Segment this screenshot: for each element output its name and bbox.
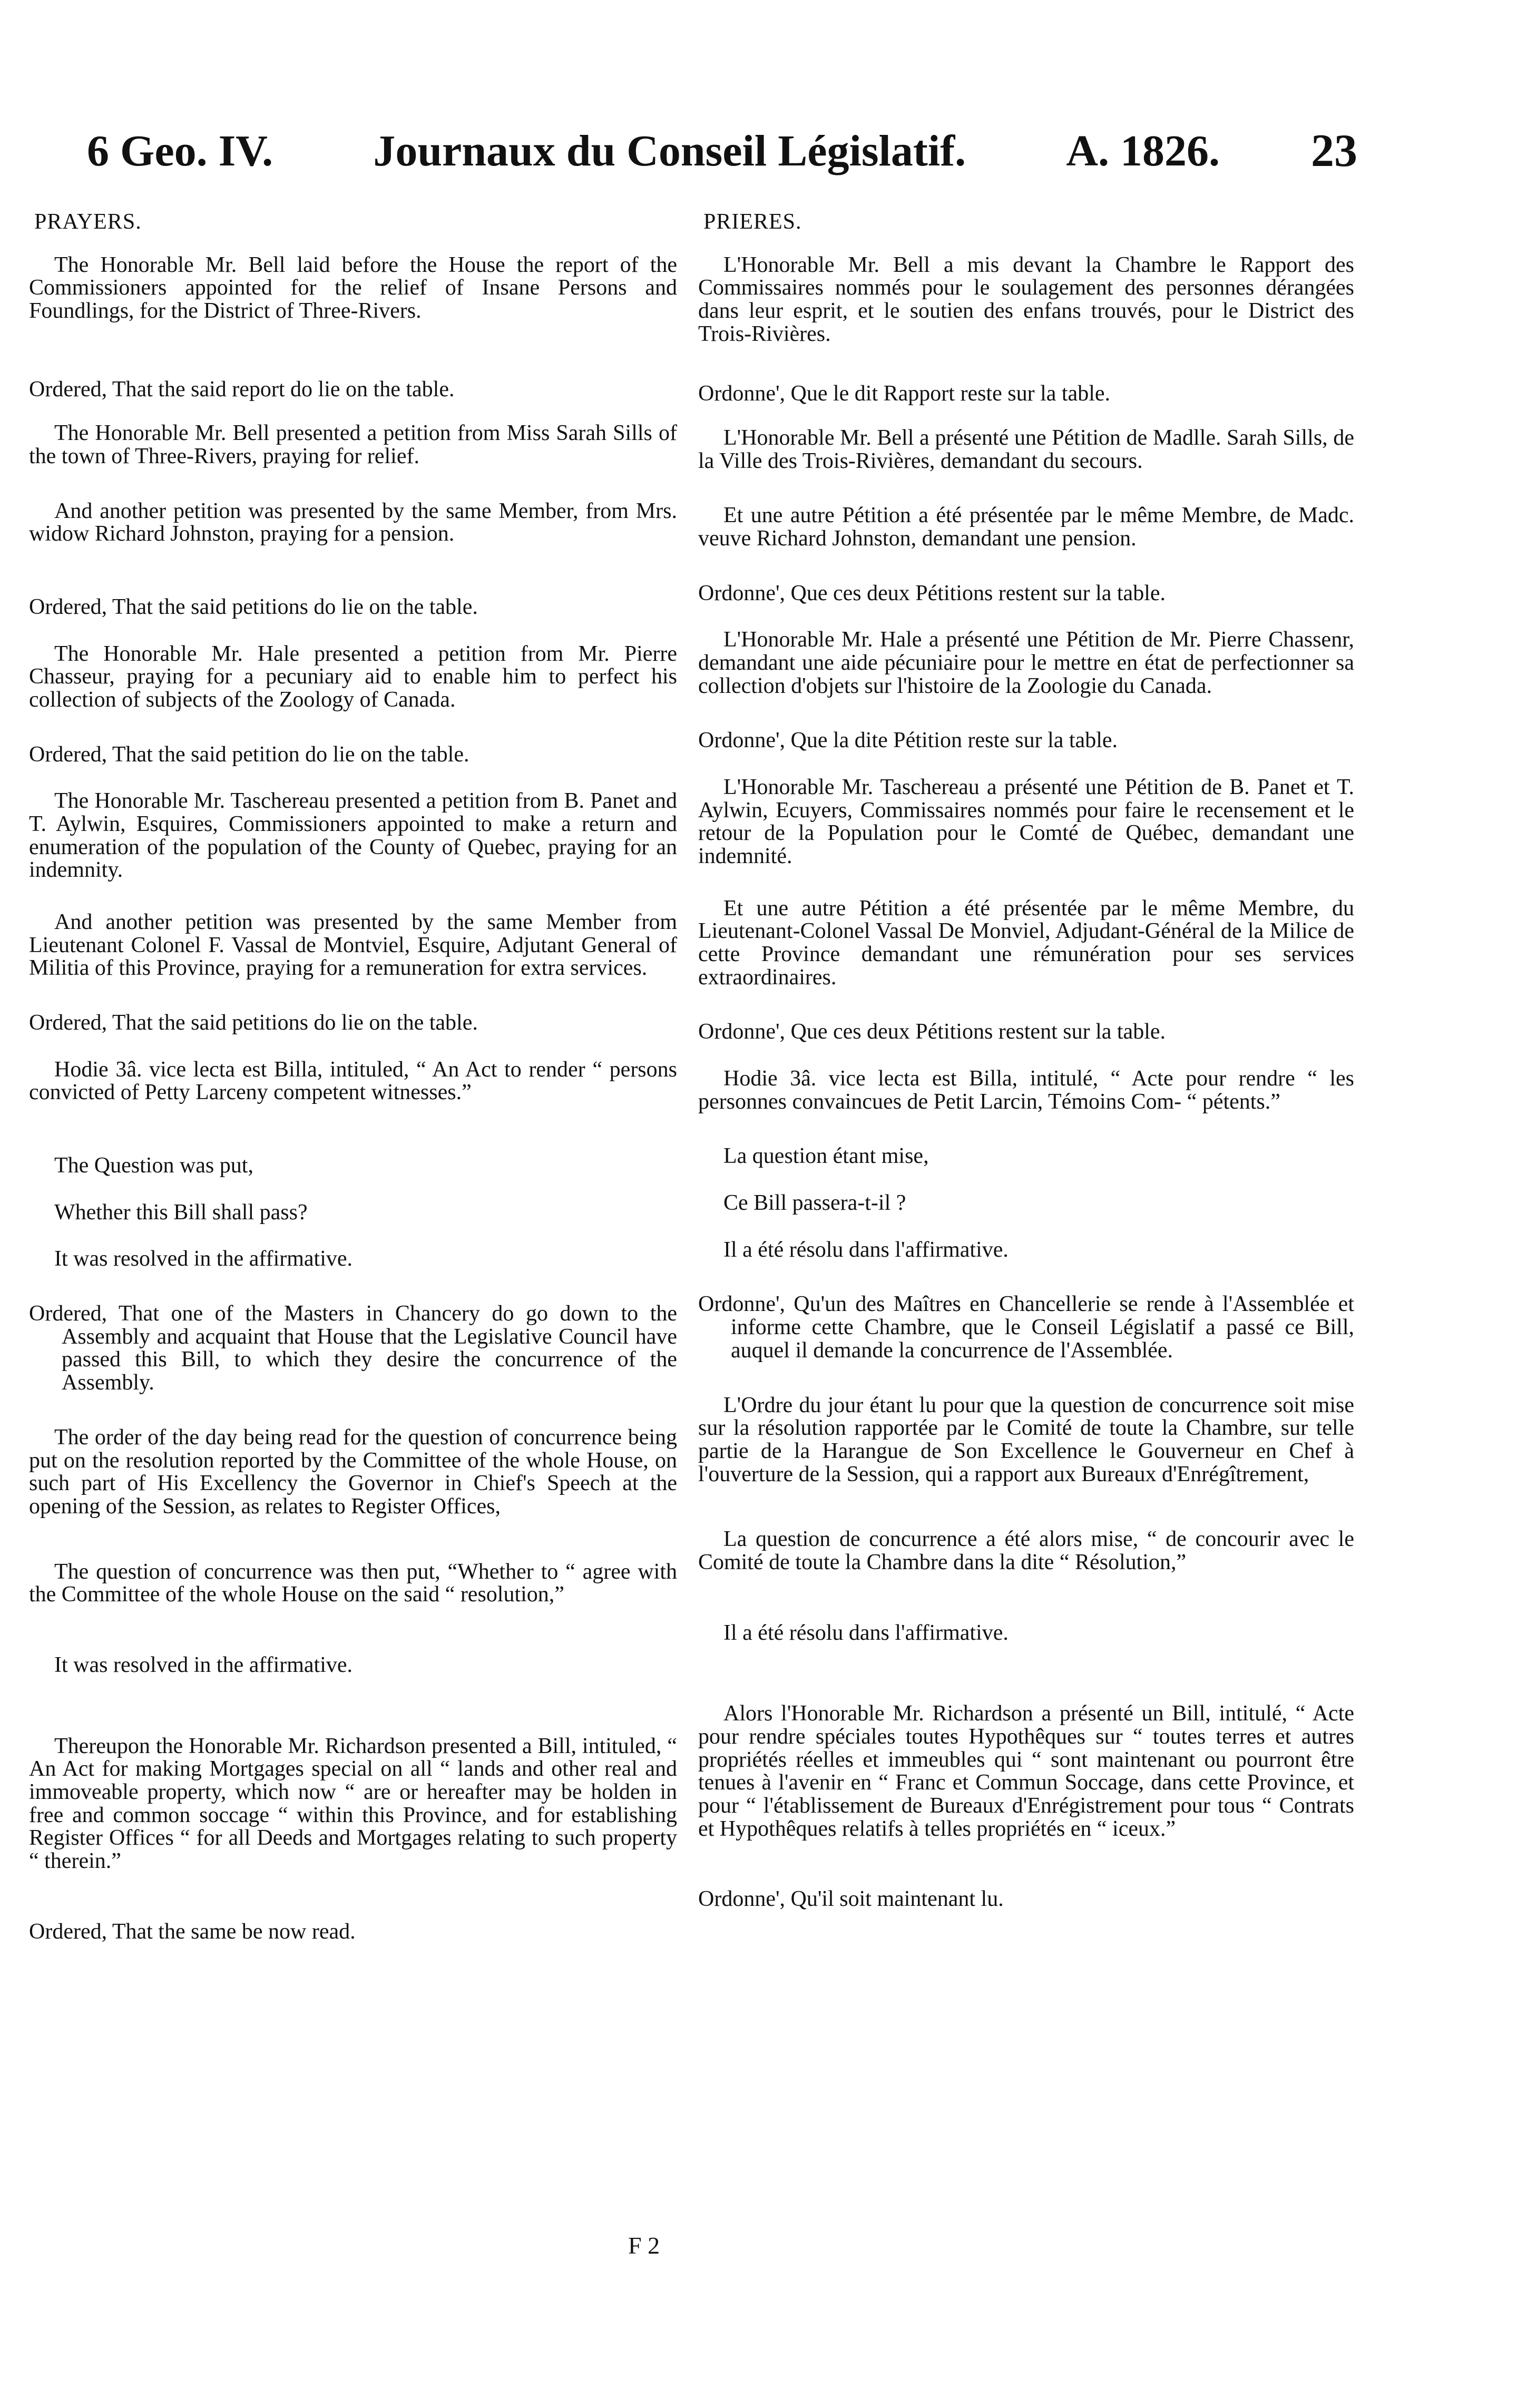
paragraph: La question de concurrence a été alors mise, “ de concourir avec le Comité de toute la Chambre dans la dite “ Résolution,” [698, 1527, 1354, 1574]
ordered-paragraph: Ordonne', Que le dit Rapport reste sur la table. [698, 381, 1111, 406]
paragraph: L'Honorable Mr. Bell a présenté une Pétition de Madlle. Sarah Sills, de la Ville des Trois-Rivières, demandant du secours. [698, 426, 1354, 473]
english-column [29, 211, 677, 1943]
ordered-paragraph: Ordonne', Que la dite Pétition reste sur la table. [698, 728, 1118, 753]
paragraph: Et une autre Pétition a été présentée par le même Membre, de Madc. veuve Richard Johnston, demandant une pension. [698, 503, 1354, 551]
ordered-paragraph: Ordered, That the said petition do lie on the table. [29, 742, 469, 767]
french-heading: PRIERES. [703, 210, 802, 234]
paragraph: It was resolved in the affirmative. [54, 1652, 353, 1677]
paragraph: Et une autre Pétition a été présentée par le même Membre, du Lieutenant-Colonel Vassal De Monviel, Adjudant-Général de la Milice de cette Province demandant une rémunération pour ses services extraordinaires. [698, 896, 1354, 990]
paragraph: L'Honorable Mr. Bell a mis devant la Chambre le Rapport des Commissaires nommés pour le soulagement des personnes dérangées dans leur esprit, et le soutien des enfans trouvés, pour le District des Trois-Rivières. [698, 252, 1354, 346]
paragraph: L'Ordre du jour étant lu pour que la question de concurrence soit mise sur la résolution rapportée par le Comité de toute la Chambre, sur telle partie de la Harangue de Son Excellence le Gouverneur en Chef à l'ouverture de la Session, qui a rapport aux Bureaux d'Enrégîtrement, [698, 1393, 1354, 1486]
french-column [698, 211, 1354, 1911]
paragraph: Whether this Bill shall pass? [54, 1200, 308, 1225]
paragraph: Hodie 3â. vice lecta est Billa, intitulé, “ Acte pour rendre “ les personnes convaincues de Petit Larcin, Témoins Com- “ pétents.” [698, 1066, 1354, 1114]
paragraph: The Honorable Mr. Bell presented a petition from Miss Sarah Sills of the town of Three-Rivers, praying for relief. [29, 421, 677, 469]
paragraph: Il a été résolu dans l'affirmative. [723, 1620, 1009, 1645]
running-head [87, 125, 1367, 177]
paragraph: The Question was put, [54, 1153, 253, 1178]
english-heading: PRAYERS. [34, 210, 142, 234]
paragraph: Hodie 3â. vice lecta est Billa, intituled, “ An Act to render “ persons convicted of Petty Larceny competent witnesses.” [29, 1057, 677, 1105]
paragraph: L'Honorable Mr. Taschereau a présenté une Pétition de B. Panet et T. Aylwin, Ecuyers, Commissaires nommés pour faire le recensement et le retour de la Population pour le Comté de Québec, demandant une indemnité. [698, 775, 1354, 869]
ordered-paragraph: Ordered, That one of the Masters in Chancery do go down to the Assembly and acquaint that House that the Legislative Council have passed this Bill, to which they desire the concurrence of the Assembly. [29, 1301, 677, 1395]
ordered-paragraph: Ordered, That the said petitions do lie on the table. [29, 595, 478, 620]
paragraph: La question étant mise, [723, 1144, 929, 1169]
header-regnal-year: 6 Geo. IV. [87, 126, 273, 175]
paragraph: Il a été résolu dans l'affirmative. [723, 1237, 1009, 1262]
ordered-paragraph: Ordonne', Qu'un des Maîtres en Chancellerie se rende à l'Assemblée et informe cette Chambre, que le Conseil Législatif a passé ce Bill, auquel il demande la concurrence de l'Assemblée. [698, 1292, 1354, 1363]
paragraph: Thereupon the Honorable Mr. Richardson presented a Bill, intituled, “ An Act for making Mortgages special on all “ lands and other real and immoveable property, which now “ are or hereafter may be holden in free and common soccage “ within this Province, and for establishing Register Offices “ for all Deeds and Mortgages relating to such property “ therein.” [29, 1734, 677, 1873]
paragraph: The Honorable Mr. Taschereau presented a petition from B. Panet and T. Aylwin, Esquires, Commissioners appointed to make a return and enumeration of the population of the County of Quebec, praying for an indemnity. [29, 789, 677, 883]
page-number: 23 [1311, 125, 1357, 177]
signature-mark: F 2 [628, 2232, 660, 2259]
ordered-paragraph: Ordered, That the same be now read. [29, 1919, 356, 1944]
paragraph: The order of the day being read for the question of concurrence being put on the resolution reported by the Committee of the whole House, on such part of His Excellency the Governor in Chief's Speech at the opening of the Session, as relates to Register Offices, [29, 1425, 677, 1519]
ordered-paragraph: Ordonne', Que ces deux Pétitions restent sur la table. [698, 581, 1166, 605]
paragraph: The Honorable Mr. Bell laid before the House the report of the Commissioners appointed for the relief of Insane Persons and Foundlings, for the District of Three-Rivers. [29, 252, 677, 324]
paragraph: And another petition was presented by the same Member from Lieutenant Colonel F. Vassal de Montviel, Esquire, Adjutant General of Militia of this Province, praying for a remuneration for extra services. [29, 910, 677, 981]
paragraph: The question of concurrence was then put, “Whether to “ agree with the Committee of the whole House on the said “ resolution,” [29, 1559, 677, 1607]
paragraph: And another petition was presented by the same Member, from Mrs. widow Richard Johnston, praying for a pension. [29, 498, 677, 546]
paragraph: The Honorable Mr. Hale presented a petition from Mr. Pierre Chasseur, praying for a pecuniary aid to enable him to perfect his collection of subjects of the Zoology of Canada. [29, 641, 677, 712]
ordered-paragraph: Ordered, That the said report do lie on the table. [29, 377, 455, 402]
ordered-paragraph: Ordonne', Que ces deux Pétitions restent sur la table. [698, 1020, 1166, 1044]
header-year: A. 1826. [1066, 126, 1220, 175]
ordered-paragraph: Ordered, That the said petitions do lie on the table. [29, 1011, 478, 1035]
header-journal-title: Journaux du Conseil Législatif. [373, 126, 966, 175]
paragraph: Alors l'Honorable Mr. Richardson a présenté un Bill, intitulé, “ Acte pour rendre spéciales toutes Hypothêques sur “ toutes terres et autres propriétés réelles et immeubles qui “ sont maintenant ou pourront être tenues à l'avenir en “ Franc et Commun Soccage, dans cette Province, et pour “ l'établissement de Bureaux d'Enrégistrement pour tous “ Contrats et Hypothêques relatifs à telles propriétés en “ iceux.” [698, 1701, 1354, 1841]
paragraph: Ce Bill passera-t-il ? [723, 1191, 906, 1216]
ordered-paragraph: Ordonne', Qu'il soit maintenant lu. [698, 1887, 1004, 1912]
paragraph: L'Honorable Mr. Hale a présenté une Pétition de Mr. Pierre Chassenr, demandant une aide pécuniaire pour le mettre en état de perfectionner sa collection d'objets sur l'histoire de la Zoologie du Canada. [698, 628, 1354, 698]
paragraph: It was resolved in the affirmative. [54, 1247, 353, 1271]
